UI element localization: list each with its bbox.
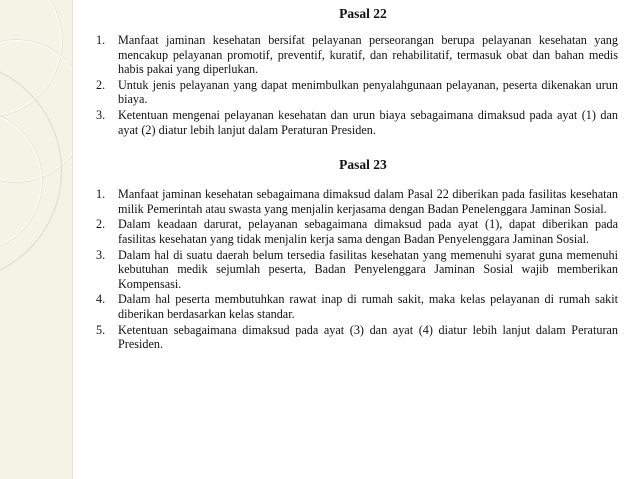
item-number: 1.: [96, 187, 106, 202]
item-number: 4.: [96, 292, 106, 307]
document-body: [96, 6, 618, 353]
item-text: Manfaat jaminan kesehatan bersifat pelayanan perseorangan berupa pelayanan kesehatan yang mencakup pelayanan promotif, preventif, kuratif, dan rehabilitatif, termasuk obat dan bahan medis habis pakai yang diperlukan.: [118, 33, 618, 77]
pasal-22-title: Pasal 22: [339, 6, 387, 21]
pasal-22-list: [96, 33, 618, 137]
item-text: Dalam hal di suatu daerah belum tersedia fasilitas kesehatan yang memenuhi syarat guna memenuhi kebutuhan medik sejumlah peserta, Badan Penyelenggara Jaminan Sosial wajib memberikan Kompensasi.: [118, 247, 618, 291]
list-item: [96, 217, 618, 246]
item-text: Dalam hal peserta membutuhkan rawat inap di rumah sakit, maka kelas pelayanan di rumah sakit diberikan berdasarkan kelas standar.: [118, 292, 618, 321]
item-text: Ketentuan mengenai pelayanan kesehatan dan urun biaya sebagaimana dimaksud pada ayat (1) dan ayat (2) diatur lebih lanjut dalam Peraturan Presiden.: [118, 107, 618, 137]
list-item: [96, 33, 618, 77]
item-number: 3.: [96, 247, 106, 262]
list-item: [96, 248, 618, 292]
decorative-side-panel: [0, 0, 72, 479]
item-text: Untuk jenis pelayanan yang dapat menimbulkan penyalahgunaan pelayanan, peserta dikenakan urun biaya.: [118, 77, 618, 107]
item-text: Ketentuan sebagaimana dimaksud pada ayat (3) dan ayat (4) diatur lebih lanjut dalam Peraturan Presiden.: [118, 322, 618, 352]
list-item: [96, 78, 618, 107]
item-number: 2.: [96, 217, 106, 232]
item-number: 5.: [96, 322, 106, 337]
item-number: 3.: [96, 107, 106, 122]
list-item: [96, 187, 618, 216]
item-text: Dalam keadaan darurat, pelayanan sebagaimana dimaksud pada ayat (1), dapat diberikan pada fasilitas kesehatan yang tidak menjalin kerja sama dengan Badan Penyelenggara Jaminan Sosial.: [118, 217, 618, 246]
list-item: [96, 292, 618, 321]
pasal-23-list: [96, 187, 618, 352]
list-item: [96, 323, 618, 352]
pasal-23-title: Pasal 23: [339, 157, 387, 173]
item-text: Manfaat jaminan kesehatan sebagaimana dimaksud dalam Pasal 22 diberikan pada fasilitas kesehatan milik Pemerintah atau swasta yang menjalin kerjasama dengan Badan Penelenggara Jaminan Sosial.: [118, 187, 618, 216]
item-number: 2.: [96, 77, 106, 92]
panel-divider: [72, 0, 73, 479]
list-item: [96, 108, 618, 137]
item-number: 1.: [96, 33, 106, 47]
